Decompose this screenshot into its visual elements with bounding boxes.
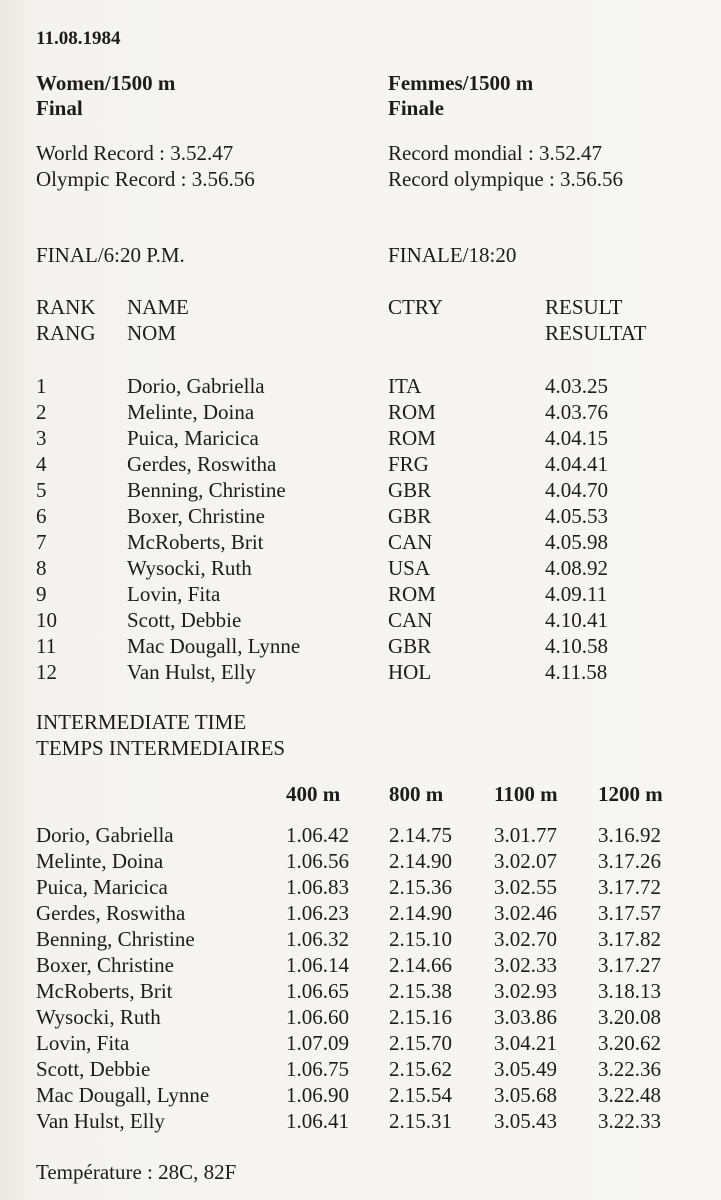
result-rank: 1 bbox=[36, 374, 47, 398]
split-800m: 2.15.38 bbox=[389, 979, 452, 1003]
header-result-en: RESULT bbox=[545, 295, 623, 319]
header-name-fr: NOM bbox=[127, 321, 177, 345]
result-time: 4.09.11 bbox=[545, 582, 608, 606]
olympic-record-fr: Record olympique : 3.56.56 bbox=[388, 167, 624, 191]
header-rank-en: RANK bbox=[36, 295, 96, 319]
split-1200m: 3.20.08 bbox=[598, 1005, 661, 1029]
result-rank: 7 bbox=[36, 530, 47, 554]
split-400m: 1.06.83 bbox=[286, 875, 349, 899]
result-rank: 5 bbox=[36, 478, 47, 502]
split-1100m: 3.05.43 bbox=[494, 1109, 557, 1133]
intermediate-title-en: INTERMEDIATE TIME bbox=[36, 710, 247, 734]
athlete-name: Dorio, Gabriella bbox=[127, 374, 265, 398]
split-1200m: 3.17.82 bbox=[598, 927, 661, 951]
result-rank: 8 bbox=[36, 556, 47, 580]
split-1200m: 3.22.33 bbox=[598, 1109, 661, 1133]
split-athlete-name: Van Hulst, Elly bbox=[36, 1109, 165, 1133]
split-800m: 2.14.90 bbox=[389, 849, 452, 873]
split-athlete-name: Puica, Maricica bbox=[36, 875, 168, 899]
final-time-fr: FINALE/18:20 bbox=[388, 243, 517, 267]
split-400m: 1.06.60 bbox=[286, 1005, 349, 1029]
athlete-country: ROM bbox=[388, 426, 436, 450]
final-time-en: FINAL/6:20 P.M. bbox=[36, 243, 185, 267]
athlete-country: GBR bbox=[388, 504, 432, 528]
split-400m: 1.07.09 bbox=[286, 1031, 349, 1055]
split-1100m: 3.01.77 bbox=[494, 823, 557, 847]
athlete-country: ITA bbox=[388, 374, 422, 398]
split-athlete-name: Wysocki, Ruth bbox=[36, 1005, 161, 1029]
athlete-name: Van Hulst, Elly bbox=[127, 660, 256, 684]
event-title-en: Women/1500 m bbox=[36, 71, 176, 95]
split-400m: 1.06.42 bbox=[286, 823, 349, 847]
result-rank: 9 bbox=[36, 582, 47, 606]
split-1200m: 3.18.13 bbox=[598, 979, 661, 1003]
split-400m: 1.06.41 bbox=[286, 1109, 349, 1133]
result-rank: 3 bbox=[36, 426, 47, 450]
split-400m: 1.06.23 bbox=[286, 901, 349, 925]
split-400m: 1.06.56 bbox=[286, 849, 349, 873]
split-400m: 1.06.32 bbox=[286, 927, 349, 951]
header-name-en: NAME bbox=[127, 295, 189, 319]
split-800m: 2.15.16 bbox=[389, 1005, 452, 1029]
split-1100m: 3.05.49 bbox=[494, 1057, 557, 1081]
split-1200m: 3.22.36 bbox=[598, 1057, 661, 1081]
world-record-en: World Record : 3.52.47 bbox=[36, 141, 234, 165]
split-athlete-name: Dorio, Gabriella bbox=[36, 823, 174, 847]
athlete-name: Scott, Debbie bbox=[127, 608, 242, 632]
athlete-country: USA bbox=[388, 556, 431, 580]
athlete-name: Wysocki, Ruth bbox=[127, 556, 252, 580]
split-400m: 1.06.14 bbox=[286, 953, 349, 977]
result-rank: 10 bbox=[36, 608, 57, 632]
split-header-1200: 1200 m bbox=[598, 782, 663, 806]
split-800m: 2.14.90 bbox=[389, 901, 452, 925]
split-1100m: 3.03.86 bbox=[494, 1005, 557, 1029]
split-1200m: 3.17.72 bbox=[598, 875, 661, 899]
split-athlete-name: Gerdes, Roswitha bbox=[36, 901, 186, 925]
split-400m: 1.06.65 bbox=[286, 979, 349, 1003]
athlete-name: Puica, Maricica bbox=[127, 426, 259, 450]
split-800m: 2.15.54 bbox=[389, 1083, 452, 1107]
result-time: 4.10.58 bbox=[545, 634, 608, 658]
split-1200m: 3.17.26 bbox=[598, 849, 661, 873]
athlete-name: Gerdes, Roswitha bbox=[127, 452, 277, 476]
result-time: 4.08.92 bbox=[545, 556, 608, 580]
result-rank: 11 bbox=[36, 634, 57, 658]
split-athlete-name: Benning, Christine bbox=[36, 927, 195, 951]
split-1100m: 3.02.93 bbox=[494, 979, 557, 1003]
split-1100m: 3.02.46 bbox=[494, 901, 557, 925]
split-athlete-name: Boxer, Christine bbox=[36, 953, 174, 977]
athlete-name: McRoberts, Brit bbox=[127, 530, 264, 554]
split-800m: 2.15.10 bbox=[389, 927, 452, 951]
result-time: 4.03.76 bbox=[545, 400, 608, 424]
split-800m: 2.15.31 bbox=[389, 1109, 452, 1133]
event-round-fr: Finale bbox=[388, 96, 444, 120]
result-time: 4.04.15 bbox=[545, 426, 608, 450]
split-1200m: 3.22.48 bbox=[598, 1083, 661, 1107]
split-athlete-name: Mac Dougall, Lynne bbox=[36, 1083, 210, 1107]
split-800m: 2.14.75 bbox=[389, 823, 452, 847]
athlete-country: GBR bbox=[388, 478, 432, 502]
temperature: Température : 28C, 82F bbox=[36, 1160, 237, 1184]
athlete-country: GBR bbox=[388, 634, 432, 658]
athlete-name: Boxer, Christine bbox=[127, 504, 265, 528]
split-header-400: 400 m bbox=[286, 782, 341, 806]
result-time: 4.04.41 bbox=[545, 452, 608, 476]
split-1200m: 3.17.57 bbox=[598, 901, 661, 925]
split-1100m: 3.02.55 bbox=[494, 875, 557, 899]
split-800m: 2.15.70 bbox=[389, 1031, 452, 1055]
split-header-800: 800 m bbox=[389, 782, 444, 806]
split-athlete-name: McRoberts, Brit bbox=[36, 979, 173, 1003]
athlete-country: CAN bbox=[388, 608, 433, 632]
split-400m: 1.06.75 bbox=[286, 1057, 349, 1081]
athlete-country: HOL bbox=[388, 660, 432, 684]
result-time: 4.10.41 bbox=[545, 608, 608, 632]
split-1100m: 3.02.70 bbox=[494, 927, 557, 951]
athlete-country: ROM bbox=[388, 400, 436, 424]
split-400m: 1.06.90 bbox=[286, 1083, 349, 1107]
split-800m: 2.15.62 bbox=[389, 1057, 452, 1081]
event-date: 11.08.1984 bbox=[36, 28, 121, 49]
result-rank: 12 bbox=[36, 660, 57, 684]
split-athlete-name: Melinte, Doina bbox=[36, 849, 164, 873]
athlete-country: CAN bbox=[388, 530, 433, 554]
athlete-name: Melinte, Doina bbox=[127, 400, 255, 424]
result-rank: 2 bbox=[36, 400, 47, 424]
split-800m: 2.15.36 bbox=[389, 875, 452, 899]
split-1100m: 3.05.68 bbox=[494, 1083, 557, 1107]
athlete-name: Benning, Christine bbox=[127, 478, 286, 502]
result-time: 4.05.98 bbox=[545, 530, 608, 554]
olympic-record-en: Olympic Record : 3.56.56 bbox=[36, 167, 255, 191]
split-800m: 2.14.66 bbox=[389, 953, 452, 977]
result-time: 4.04.70 bbox=[545, 478, 608, 502]
result-time: 4.05.53 bbox=[545, 504, 608, 528]
header-rank-fr: RANG bbox=[36, 321, 96, 345]
athlete-country: ROM bbox=[388, 582, 436, 606]
result-time: 4.03.25 bbox=[545, 374, 608, 398]
split-athlete-name: Scott, Debbie bbox=[36, 1057, 151, 1081]
athlete-name: Lovin, Fita bbox=[127, 582, 221, 606]
split-1100m: 3.04.21 bbox=[494, 1031, 557, 1055]
intermediate-title-fr: TEMPS INTERMEDIAIRES bbox=[36, 736, 286, 760]
result-rank: 4 bbox=[36, 452, 47, 476]
athlete-country: FRG bbox=[388, 452, 429, 476]
split-1100m: 3.02.07 bbox=[494, 849, 557, 873]
split-1200m: 3.16.92 bbox=[598, 823, 661, 847]
header-country: CTRY bbox=[388, 295, 443, 319]
result-time: 4.11.58 bbox=[545, 660, 608, 684]
split-header-1100: 1100 m bbox=[494, 782, 558, 806]
split-1200m: 3.20.62 bbox=[598, 1031, 661, 1055]
event-round-en: Final bbox=[36, 96, 83, 120]
header-result-fr: RESULTAT bbox=[545, 321, 647, 345]
split-athlete-name: Lovin, Fita bbox=[36, 1031, 130, 1055]
world-record-fr: Record mondial : 3.52.47 bbox=[388, 141, 603, 165]
athlete-name: Mac Dougall, Lynne bbox=[127, 634, 301, 658]
split-1200m: 3.17.27 bbox=[598, 953, 661, 977]
event-title-fr: Femmes/1500 m bbox=[388, 71, 534, 95]
split-1100m: 3.02.33 bbox=[494, 953, 557, 977]
result-rank: 6 bbox=[36, 504, 47, 528]
